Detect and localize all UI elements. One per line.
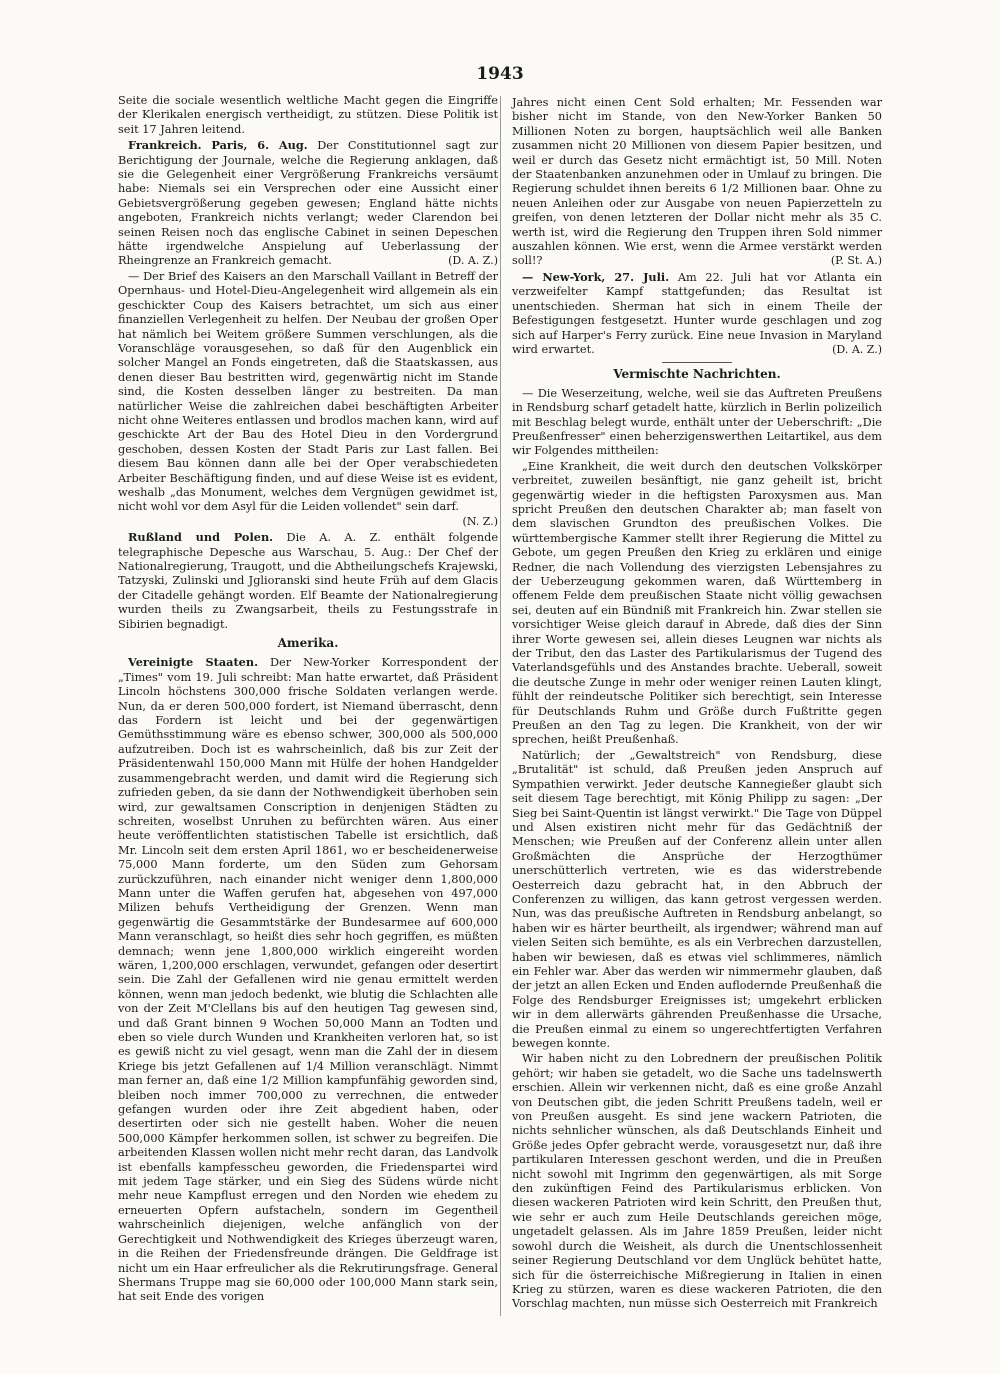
- article-paragraph: [118, 138, 498, 269]
- article-text: Natürlich; der „Gewaltstreich" von Rendsburg, diese „Brutalität" ist schuld, daß Preußen jeden Anspruch auf Sympathien verwirkt. Jeder deutsche Kannegießer glaubt sich seit diesem Tage berechtigt, mit König Philipp zu sagen: „Der Sieg bei Saint-Quentin ist längst verwirkt." Die Tage von Düppel und Alsen existiren nicht mehr für das Gedächtniß der Menschen; wie Preußen auf der Conferenz allein unter allen Großmächten die Ansprüche der Herzogthümer unerschütterlich vertreten, wie es das widerstrebende Oesterreich dazu gebracht hat, in den Abbruch der Conferenzen zu willigen, das kann getrost vergessen werden. Nun, was das preußische Auftreten in Rendsburg anbelangt, so haben wir es härter beurtheilt, als irgendwer; während man auf vielen Seiten sich bemühte, es als ein Verbrechen darzustellen, haben wir bewiesen, daß es etwas viel schlimmeres, nämlich ein Fehler war. Aber das werden wir nimmermehr glauben, daß der jetzt an allen Ecken und Enden auflodernde Preußenhaß die Folge des Rendsburger Ereignisses ist; umgekehrt erblicken wir in dem allerwärts gährenden Preußenhasse die Ursache, die Preußen einmal zu einem so ungerechtfertigten Verfahren bewegen konnte.: [512, 748, 882, 1050]
- page-number: 1943: [476, 64, 524, 84]
- article-source: (D. A. Z.): [832, 342, 882, 356]
- article-text: Der Constitutionnel sagt zur Berichtigung der Journale, welche die Regierung anklagen, daß sie die Gelegenheit einer Vergrößerung Frankreichs versäumt habe: Niemals sei ein Versprechen oder eine Aussicht einer Gebietsvergrößerung gegeben gewesen; England hätte nichts angeboten, Frankreich nichts verlangt; weder Clarendon bei seinen Reisen noch das englische Cabinet in seinen Depeschen hätte irgendwelche Anspielung auf Ueberlassung der Rheingrenze an Frankreich gemacht.: [118, 139, 499, 268]
- article-paragraph: [512, 270, 882, 357]
- article-source: (P. St. A.): [830, 254, 882, 268]
- article-text: Jahres nicht einen Cent Sold erhalten; Mr. Fessenden war bisher nicht im Stande, von den New-Yorker Banken 50 Millionen Noten zu borgen, hauptsächlich weil alle Banken zusammen nicht 20 Millionen von diesem Papier besitzen, und weil er durch das Gesetz nicht ermächtigt ist, 50 Mill. Noten der Staatenbanken anzunehmen oder in Umlauf zu bringen. Die Regierung schuldet ihnen bereits 6 1/2 Millionen baar. Ohne zu neuen Anleihen oder zur Ausgabe von neuen Papierzetteln zu greifen, von denen letzteren der Dollar nicht mehr als 35 C. werth ist, wird die Regierung den Truppen ihren Sold nimmer auszahlen können. Wie erst, wenn die Armee verstärkt werden soll!?: [512, 96, 882, 268]
- column-divider: [500, 96, 501, 1316]
- article-text: Am 22. Juli hat vor Atlanta ein verzweifelter Kampf stattgefunden; das Resultat ist unentschieden. Sherman hat sich in einem Theile der Befestigungen festgesetzt. Hunter wurde geschlagen und zog sich auf Harper's Ferry zurück. Eine neue Invasion in Maryland wird erwartet.: [512, 270, 882, 356]
- article-dateline: — New-York, 27. Juli.: [522, 269, 670, 284]
- article-paragraph: [118, 655, 498, 1304]
- article-paragraph: [118, 270, 498, 529]
- article-dateline: Frankreich. Paris, 6. Aug.: [128, 138, 308, 153]
- article-text: — Der Brief des Kaisers an den Marschall Vaillant in Betreff der Opernhaus- und Hotel-Dieu-Angelegenheit wird allgemein als ein geschickter Coup des Kaisers betrachtet, um sich aus einer finanziellen Verlegenheit zu helfen. Der Neubau der großen Oper hat nämlich bei Weitem größere Summen verschlungen, als die Voranschläge vorausgesehen, so daß für den Augenblick ein solcher Mangel an Fonds eingetreten, daß die Staatskassen, aus denen dieser Bau bestritten wird, gegenwärtig nicht im Stande sind, die Kosten desselben länger zu bestreiten. Da man natürlicher Weise die zahlreichen dabei beschäftigten Arbeiter nicht ohne Weiteres entlassen und brodlos machen kann, wird auf geschickte Art der Bau des Hotel Dieu in den Vordergrund geschoben, dessen Kosten der Stadt Paris zur Last fallen. Bei diesem Bau können dann alle bei der Oper verabschiedeten Arbeiter Beschäftigung finden, und auf diese Weise ist es evident, weshalb „das Monument, welches dem Vergnügen gewidmet ist, nicht wohl vor dem Asyl für die Leiden vollendet" sein darf.: [118, 269, 498, 514]
- section-heading: Amerika.: [277, 636, 339, 651]
- article-text: „Eine Krankheit, die weit durch den deutschen Volkskörper verbreitet, zuweilen besänftigt, nie ganz geheilt ist, bricht gegenwärtig wieder in die heftigsten Paroxysmen aus. Man spricht Preußen den deutschen Charakter ab; man faselt von dem slavischen Grundton des preußischen Volkes. Die württembergische Kammer stellt ihrer Regierung die Mittel zu Gebote, um gegen Preußen den Krieg zu erklären und einige Redner, die nach Vollendung des vierzigsten Lebensjahres zu der Ueberzeugung gekommen waren, daß Württemberg in offenem Felde dem preußischen Staate nicht völlig gewachsen sei, deuten auf ein Bündniß mit Frankreich hin. Zwar stellen sie vorsichtiger Weise gleich darauf in Abrede, daß dies der Sinn ihrer Worte gewesen sei, allein dieses Leugnen war nichts als der Tribut, den das Laster des Partikularismus der Tugend des Vaterlandsgefühls und des Anstandes brachte. Ueberall, soweit die deutsche Zunge in mehr oder weniger reinen Lauten klingt, fühlt der reindeutsche Politiker sich berechtigt, sein Interesse für Deutschlands Ruhm und Größe durch Fußtritte gegen Preußen an den Tag zu legen. Die Krankheit, von der wir sprechen, heißt Preußenhaß.: [512, 459, 882, 747]
- article-text: Die A. A. Z. enthält folgende telegraphische Depesche aus Warschau, 5. Aug.: Der Chef der Nationalregierung, Traugott, und die Abtheilungschefs Krajewski, Tatzyski, Zulinski und Jglioranski sind heute Früh auf dem Glacis der Citadelle gehängt worden. Elf Beamte der Nationalregierung wurden theils zu Zwangsarbeit, theils zu Festungsstrafe in Sibirien begnadigt.: [118, 531, 499, 631]
- section-rule: [662, 362, 732, 363]
- article-paragraph: [512, 96, 882, 269]
- article-text: Der New-Yorker Korrespondent der „Times" vom 19. Juli schreibt: Man hatte erwartet, daß Präsident Lincoln höchstens 300,000 frische Soldaten verlangen werde. Nun, da er deren 500,000 fordert, ist Niemand überrascht, denn das Fordern ist leicht und bei der gegenwärtigen Gemüthsstimmung wäre es ebenso schwer, 300,000 als 500,000 aufzutreiben. Doch ist es wahrscheinlich, daß bis zur Zeit der Präsidentenwahl 150,000 Mann mit Hülfe der hohen Handgelder zusammengebracht werden, und damit wird die Regierung sich zufrieden geben, da sie dann der Nothwendigkeit überhoben sein wird, zur gewaltsamen Conscription in denjenigen Städten zu schreiten, woselbst Unruhen zu befürchten wären. Aus einer heute veröffentlichten statistischen Tabelle ist ersichtlich, daß Mr. Lincoln seit dem ersten April 1861, wo er bescheidenerweise 75,000 Mann forderte, um den Süden zum Gehorsam zurückzuführen, nach einander nicht weniger denn 1,800,000 Mann unter die Waffen gerufen hat, abgesehen von 497,000 Milizen behufs Vertheidigung der Grenzen. Wenn man gegenwärtig die Gesammtstärke der Bundesarmee auf 600,000 Mann veranschlagt, so heißt dies sehr hoch gegriffen, es müßten demnach; wenn jene 1,800,000 wirklich eingereiht worden wären, 1,200,000 erschlagen, verwundet, gefangen oder desertirt sein. Die Zahl der Gefallenen wird nie genau ermittelt werden können, wenn man jedoch bedenkt, wie blutig die Schlachten alle von der Zeit M'Clellans bis auf den heutigen Tag gewesen sind, und daß Grant binnen 9 Wochen 50,000 Mann an Todten und eben so viele durch Wunden und Krankheiten verloren hat, so ist es gewiß nicht zu viel gesagt, wenn man die Zahl der in diesem Kriege bis jetzt Gefallenen auf 1/4 Million veranschlägt. Nimmt man ferner an, daß eine 1/2 Million kampfunfähig geworden sind, bleiben noch immer 700,000 zu verrechnen, die entweder gefangen wurden oder ihre Zeit abgedient haben, oder desertirten oder sich nie gestellt haben. Woher die neuen 500,000 Kämpfer herkommen sollen, ist schwer zu begreifen. Die arbeitenden Klassen wollen nicht mehr recht daran, das Landvolk ist ebenfalls kampfesscheu geworden, die Friedenspartei wird mit jedem Tage stärker, und ein Sieg des Südens würde nicht mehr neue Kampflust erregen und den Norden wie ehedem zu erneuerten Opfern aufstacheln, sondern im Gegentheil wahrscheinlich diejenigen, welche anfänglich von der Gerechtigkeit und Nothwendigkeit des Krieges überzeugt waren, in die Reihen der Friedensfreunde drängen. Die Geldfrage ist nicht um ein Haar erfreulicher als die Rekrutirungsfrage. General Shermans Truppe mag sie 60,000 oder 100,000 Mann stark sein, hat seit Ende des vorigen: [118, 656, 499, 1304]
- article-paragraph: [512, 1052, 882, 1311]
- article-paragraph: [512, 749, 882, 1052]
- article-paragraph: [512, 387, 882, 459]
- article-source: (N. Z.): [462, 514, 498, 528]
- right-column: [512, 96, 882, 1313]
- article-text: Seite die sociale wesentlich weltliche Macht gegen die Eingriffe der Klerikalen energisch vertheidigt, zu stützen. Diese Politik ist seit 17 Jahren leitend.: [118, 94, 498, 136]
- section-heading: Vermischte Nachrichten.: [613, 367, 781, 382]
- left-column: [118, 94, 498, 1306]
- article-dateline: Vereinigte Staaten.: [128, 655, 259, 670]
- article-dateline: Rußland und Polen.: [128, 530, 274, 545]
- article-source: (D. A. Z.): [448, 254, 498, 268]
- article-paragraph: [118, 530, 498, 632]
- article-text: Wir haben nicht zu den Lobrednern der preußischen Politik gehört; wir haben sie getadelt, wo die Sache uns tadelnswerth erschien. Allein wir verkennen nicht, daß es eine große Anzahl von Deutschen gibt, die jeden Schritt Preußens tadeln, weil er von Preußen ausgeht. Es sind jene wackern Patrioten, die nichts sehnlicher wünschen, als daß Deutschlands Einheit und Größe jedes Opfer gebracht werde, vorausgesetzt nur, daß ihre partikularen Interessen geschont werden, und die in Preußen nicht sowohl mit Ingrimm den gegenwärtigen, als mit Sorge den zukünftigen Feind des Partikularismus erblicken. Von diesen wackeren Patrioten wird kein Schritt, den Preußen thut, wie sehr er auch zum Heile Deutschlands gereichen möge, ungetadelt gelassen. Als im Jahre 1859 Preußen, leider nicht sowohl durch die Weisheit, als durch die Unentschlossenheit seiner Regierung Deutschland vor dem Unglück behütet hatte, sich für die österreichische Mißregierung in Italien in einen Krieg zu stürzen, waren es diese wackeren Patrioten, die den Vorschlag machten, nun müsse sich Oesterreich mit Frankreich: [512, 1052, 882, 1311]
- article-paragraph: [512, 460, 882, 748]
- article-text: — Die Weserzeitung, welche, weil sie das Auftreten Preußens in Rendsburg scharf getadelt hatte, kürzlich in Berlin polizeilich mit Beschlag belegt wurde, enthält unter der Ueberschrift: „Die Preußenfresser" einen beherzigenswerthen Leitartikel, aus dem wir Folgendes mittheilen:: [512, 386, 882, 458]
- article-paragraph: [118, 94, 498, 137]
